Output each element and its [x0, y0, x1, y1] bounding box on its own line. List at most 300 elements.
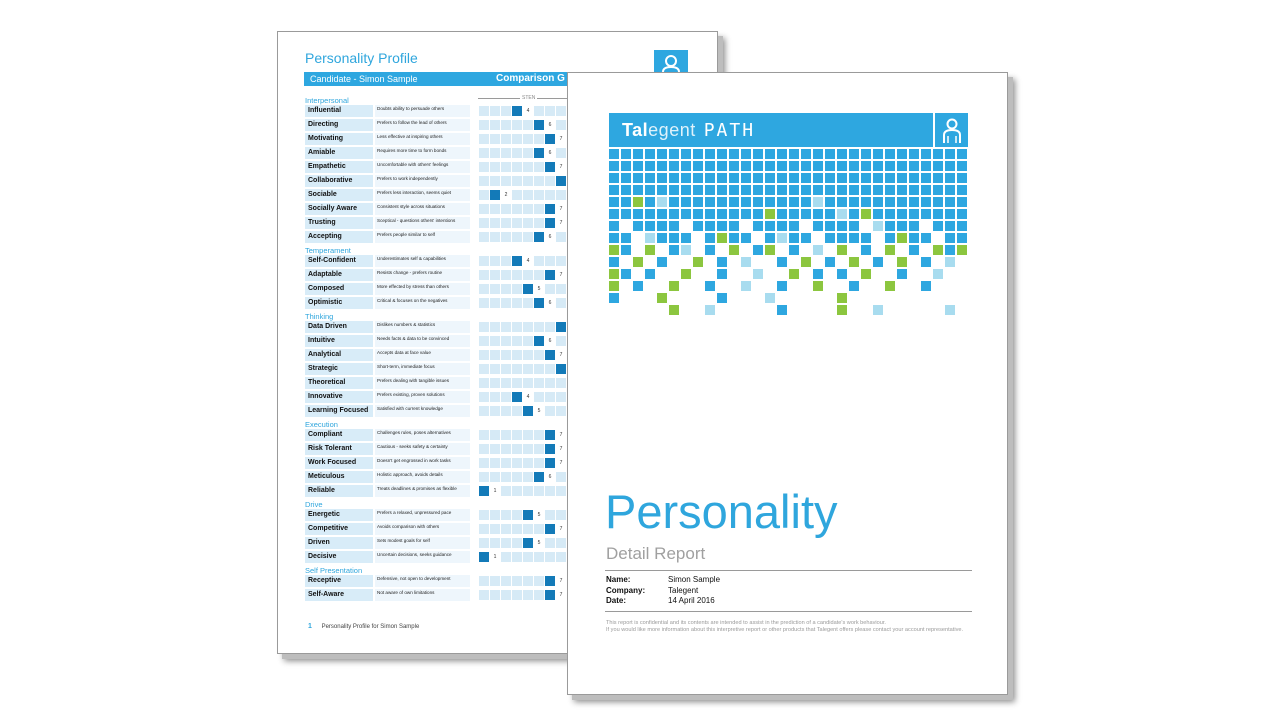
mosaic-tile [753, 197, 763, 207]
mosaic-tile [717, 209, 727, 219]
mosaic-tile [837, 221, 847, 231]
sten-cell [501, 162, 511, 172]
sten-cell [479, 190, 489, 200]
trait-name: Energetic [305, 509, 373, 521]
sten-cell [490, 350, 500, 360]
trait-description: Holistic approach, avoids details [375, 471, 470, 483]
mosaic-tile [657, 233, 667, 243]
sten-cell [523, 364, 533, 374]
mosaic-tile [621, 173, 631, 183]
mosaic-tile [789, 233, 799, 243]
mosaic-tile [645, 173, 655, 183]
sten-cell [501, 510, 511, 520]
mosaic-tile [921, 149, 931, 159]
mosaic-tile [717, 269, 727, 279]
sten-label: STEN [522, 95, 536, 101]
mosaic-tile [621, 209, 631, 219]
mosaic-tile [645, 245, 655, 255]
sten-cell [490, 576, 500, 586]
sten-cell [512, 284, 522, 294]
mosaic-tile [765, 293, 775, 303]
sten-score-marker [512, 392, 522, 402]
mosaic-tile [609, 149, 619, 159]
mosaic-tile [825, 161, 835, 171]
sten-score-marker [534, 336, 544, 346]
sten-score-marker [523, 538, 533, 548]
mosaic-tile [945, 305, 955, 315]
mosaic-tile [717, 293, 727, 303]
mosaic-tile [957, 197, 967, 207]
sten-cell [490, 148, 500, 158]
trait-name: Compliant [305, 429, 373, 441]
sten-cell [512, 204, 522, 214]
mosaic-tile [789, 173, 799, 183]
sten-cell [545, 176, 555, 186]
mosaic-tile [741, 185, 751, 195]
sten-cell [479, 406, 489, 416]
mosaic-tile [813, 173, 823, 183]
sten-cell [490, 162, 500, 172]
mosaic-tile [957, 209, 967, 219]
sten-score-marker [545, 430, 555, 440]
mosaic-tile [741, 161, 751, 171]
section-title: Interpersonal [305, 96, 349, 105]
mosaic-tile [897, 197, 907, 207]
sten-cell [534, 392, 544, 402]
sten-score-marker [545, 444, 555, 454]
mosaic-tile [753, 149, 763, 159]
sten-cell [501, 336, 511, 346]
mosaic-tile [849, 161, 859, 171]
sten-cell [479, 472, 489, 482]
mosaic-tile [861, 197, 871, 207]
mosaic-tile [693, 257, 703, 267]
sten-cell [523, 148, 533, 158]
mosaic-tile [717, 233, 727, 243]
sten-cell [479, 444, 489, 454]
sten-cell [490, 406, 500, 416]
sten-cell [512, 552, 522, 562]
mosaic-tile [933, 149, 943, 159]
mosaic-tile [861, 233, 871, 243]
sten-cell [501, 148, 511, 158]
mosaic-tile [945, 185, 955, 195]
mosaic-tile [693, 149, 703, 159]
mosaic-tile [849, 233, 859, 243]
mosaic-tile [945, 209, 955, 219]
trait-description: Consistent style across situations [375, 203, 470, 215]
disclaimer [606, 620, 976, 634]
mosaic-tile [633, 281, 643, 291]
sten-cell [556, 256, 566, 266]
mosaic-tile [921, 185, 931, 195]
mosaic-tile [813, 245, 823, 255]
trait-description: Underestimates self & capabilities [375, 255, 470, 267]
mosaic-tile [909, 245, 919, 255]
mosaic-tile [777, 233, 787, 243]
sten-cell [523, 350, 533, 360]
sten-cell [523, 378, 533, 388]
sten-cell [534, 134, 544, 144]
mosaic-tile [657, 149, 667, 159]
mosaic-tile [609, 197, 619, 207]
sten-cell [545, 256, 555, 266]
sten-cell [534, 256, 544, 266]
mosaic-tile [861, 173, 871, 183]
trait-description: Prefers a relaxed, unpressured pace [375, 509, 470, 521]
sten-cell [523, 472, 533, 482]
mosaic-tile [753, 173, 763, 183]
sten-cell [523, 552, 533, 562]
mosaic-tile [777, 185, 787, 195]
mosaic-tile [849, 185, 859, 195]
section-title: Drive [305, 500, 323, 509]
mosaic-tile [933, 269, 943, 279]
sten-cell [545, 538, 555, 548]
mosaic-tile [837, 161, 847, 171]
sten-cell [512, 576, 522, 586]
mosaic-tile [633, 197, 643, 207]
mosaic-tile [621, 149, 631, 159]
mosaic-tile [873, 209, 883, 219]
mosaic-tile [945, 233, 955, 243]
mosaic-tile [609, 221, 619, 231]
trait-description: Prefers less interaction, seems quiet [375, 189, 470, 201]
trait-name: Accepting [305, 231, 373, 243]
tile-mosaic [609, 149, 969, 319]
mosaic-tile [921, 197, 931, 207]
mosaic-tile [957, 185, 967, 195]
meta-value: Talegent [668, 586, 699, 595]
mosaic-tile [897, 185, 907, 195]
sten-cell [556, 510, 566, 520]
mosaic-tile [681, 209, 691, 219]
sten-cell [490, 510, 500, 520]
sten-cell [556, 336, 566, 346]
trait-name: Directing [305, 119, 373, 131]
mosaic-tile [873, 161, 883, 171]
mosaic-tile [741, 281, 751, 291]
mosaic-tile [729, 149, 739, 159]
sten-cell [534, 552, 544, 562]
sten-score-label: 6 [545, 472, 555, 482]
sten-cell [490, 378, 500, 388]
mosaic-tile [609, 173, 619, 183]
footer-text: Personality Profile for Simon Sample [321, 624, 420, 630]
mosaic-tile [837, 269, 847, 279]
mosaic-tile [789, 221, 799, 231]
sten-score-marker [556, 176, 566, 186]
trait-description: Prefers existing, proven solutions [375, 391, 470, 403]
mosaic-tile [669, 161, 679, 171]
mosaic-tile [909, 197, 919, 207]
mosaic-tile [873, 149, 883, 159]
sten-score-marker [512, 106, 522, 116]
mosaic-tile [777, 221, 787, 231]
mosaic-tile [837, 173, 847, 183]
mosaic-tile [765, 221, 775, 231]
sten-cell [512, 162, 522, 172]
mosaic-tile [741, 149, 751, 159]
divider-bottom [605, 611, 972, 612]
trait-name: Meticulous [305, 471, 373, 483]
mosaic-tile [837, 149, 847, 159]
sten-score-marker [534, 148, 544, 158]
mosaic-tile [645, 209, 655, 219]
sten-cell [556, 486, 566, 496]
mosaic-tile [681, 185, 691, 195]
sten-cell [479, 298, 489, 308]
mosaic-tile [837, 245, 847, 255]
page-number: 1 [308, 623, 312, 630]
mosaic-tile [609, 293, 619, 303]
trait-description: Sets modest goals for self [375, 537, 470, 549]
mosaic-tile [801, 197, 811, 207]
profile-footer [308, 623, 419, 630]
mosaic-tile [957, 173, 967, 183]
sten-cell [479, 458, 489, 468]
mosaic-tile [657, 185, 667, 195]
sten-cell [523, 232, 533, 242]
sten-cell [479, 510, 489, 520]
sten-cell [501, 552, 511, 562]
mosaic-tile [825, 233, 835, 243]
mosaic-tile [765, 209, 775, 219]
sten-cell [501, 350, 511, 360]
mosaic-tile [825, 149, 835, 159]
sten-cell [490, 392, 500, 402]
sten-score-marker [545, 524, 555, 534]
sten-cell [556, 120, 566, 130]
mosaic-tile [801, 209, 811, 219]
sten-score-label: 7 [556, 162, 566, 172]
trait-name: Driven [305, 537, 373, 549]
sten-cell [479, 270, 489, 280]
mosaic-tile [897, 173, 907, 183]
sten-score-label: 4 [523, 106, 533, 116]
sten-score-marker [545, 576, 555, 586]
mosaic-tile [645, 149, 655, 159]
sten-cell [556, 472, 566, 482]
trait-name: Adaptable [305, 269, 373, 281]
mosaic-tile [681, 269, 691, 279]
mosaic-tile [681, 233, 691, 243]
sten-score-label: 5 [534, 510, 544, 520]
mosaic-tile [945, 221, 955, 231]
mosaic-tile [825, 257, 835, 267]
sten-cell [479, 232, 489, 242]
sten-cell [534, 106, 544, 116]
trait-name: Empathetic [305, 161, 373, 173]
sten-cell [512, 524, 522, 534]
mosaic-tile [765, 245, 775, 255]
trait-description: Short-term, immediate focus [375, 363, 470, 375]
mosaic-tile [825, 185, 835, 195]
section-title: Thinking [305, 312, 334, 321]
mosaic-tile [669, 185, 679, 195]
trait-description: Challenges rules, poses alternatives [375, 429, 470, 441]
sten-cell [534, 190, 544, 200]
mosaic-tile [933, 209, 943, 219]
mosaic-tile [837, 185, 847, 195]
mosaic-tile [681, 197, 691, 207]
mosaic-tile [813, 269, 823, 279]
mosaic-tile [897, 149, 907, 159]
sten-score-marker [534, 120, 544, 130]
sten-score-marker [556, 364, 566, 374]
mosaic-tile [645, 197, 655, 207]
mosaic-tile [945, 173, 955, 183]
sten-cell [512, 148, 522, 158]
mosaic-tile [885, 245, 895, 255]
sten-score-label: 2 [501, 190, 511, 200]
sten-score-label: 1 [490, 486, 500, 496]
disclaimer-line: If you would like more information about this interpretive report or other products that Talegent offers please contact your account representative. [606, 627, 964, 633]
sten-cell [523, 298, 533, 308]
mosaic-tile [813, 281, 823, 291]
mosaic-tile [621, 185, 631, 195]
mosaic-tile [933, 173, 943, 183]
trait-name: Work Focused [305, 457, 373, 469]
mosaic-tile [801, 185, 811, 195]
sten-score-marker [534, 232, 544, 242]
mosaic-tile [837, 197, 847, 207]
sten-cell [534, 378, 544, 388]
sten-cell [545, 364, 555, 374]
sten-cell [534, 486, 544, 496]
sten-cell [490, 218, 500, 228]
sten-cell [479, 218, 489, 228]
sten-cell [479, 176, 489, 186]
sten-cell [545, 406, 555, 416]
mosaic-tile [777, 149, 787, 159]
sten-cell [490, 524, 500, 534]
sten-cell [479, 350, 489, 360]
trait-name: Socially Aware [305, 203, 373, 215]
sten-cell [512, 232, 522, 242]
mosaic-tile [729, 161, 739, 171]
sten-score-label: 1 [490, 552, 500, 562]
sten-cell [523, 322, 533, 332]
trait-name: Amiable [305, 147, 373, 159]
sten-cell [512, 336, 522, 346]
trait-description: Treats deadlines & promises as flexible [375, 485, 470, 497]
mosaic-tile [669, 281, 679, 291]
mosaic-tile [873, 221, 883, 231]
sten-cell [490, 538, 500, 548]
sten-cell [512, 190, 522, 200]
mosaic-tile [789, 161, 799, 171]
sten-cell [479, 392, 489, 402]
sten-cell [479, 538, 489, 548]
sten-score-label: 6 [545, 148, 555, 158]
sten-cell [501, 270, 511, 280]
mosaic-tile [897, 257, 907, 267]
sten-cell [501, 364, 511, 374]
mosaic-tile [657, 161, 667, 171]
sten-cell [490, 458, 500, 468]
mosaic-tile [765, 173, 775, 183]
mosaic-tile [957, 233, 967, 243]
sten-cell [501, 322, 511, 332]
sten-cell [501, 430, 511, 440]
person-icon [939, 116, 965, 144]
mosaic-tile [741, 197, 751, 207]
sten-cell [523, 190, 533, 200]
mosaic-tile [921, 161, 931, 171]
trait-description: Cautious - seeks safety & certainty [375, 443, 470, 455]
sten-cell [523, 576, 533, 586]
mosaic-tile [789, 245, 799, 255]
mosaic-tile [753, 185, 763, 195]
mosaic-tile [621, 233, 631, 243]
meta-value: 14 April 2016 [668, 596, 715, 605]
sten-cell [512, 322, 522, 332]
mosaic-tile [693, 197, 703, 207]
mosaic-tile [741, 173, 751, 183]
trait-description: Resists change - prefers routine [375, 269, 470, 281]
mosaic-tile [693, 221, 703, 231]
sten-cell [501, 576, 511, 586]
report-cover-page [567, 72, 1008, 695]
section-title: Self Presentation [305, 566, 363, 575]
sten-cell [523, 176, 533, 186]
mosaic-tile [705, 173, 715, 183]
comparison-label: Comparison G [496, 73, 565, 84]
sten-score-marker [545, 218, 555, 228]
mosaic-tile [729, 209, 739, 219]
mosaic-tile [657, 221, 667, 231]
mosaic-tile [885, 149, 895, 159]
mosaic-tile [921, 233, 931, 243]
brand-light: egent [648, 120, 696, 140]
mosaic-tile [669, 305, 679, 315]
sten-cell [501, 392, 511, 402]
mosaic-tile [681, 149, 691, 159]
mosaic-tile [729, 173, 739, 183]
mosaic-tile [609, 281, 619, 291]
sten-cell [512, 120, 522, 130]
sten-cell [501, 538, 511, 548]
sten-cell [523, 458, 533, 468]
trait-description: Avoids comparison with others [375, 523, 470, 535]
sten-cell [501, 298, 511, 308]
mosaic-tile [897, 221, 907, 231]
trait-name: Theoretical [305, 377, 373, 389]
mosaic-tile [729, 221, 739, 231]
brand-path: PATH [703, 120, 756, 141]
mosaic-tile [729, 185, 739, 195]
sten-cell [479, 364, 489, 374]
sten-cell [512, 472, 522, 482]
mosaic-tile [777, 173, 787, 183]
sten-cell [534, 458, 544, 468]
sten-cell [523, 270, 533, 280]
sten-score-marker [490, 190, 500, 200]
mosaic-tile [657, 209, 667, 219]
sten-cell [534, 218, 544, 228]
sten-cell [479, 576, 489, 586]
trait-description: Accepts data at face value [375, 349, 470, 361]
sten-score-marker [534, 472, 544, 482]
mosaic-tile [885, 209, 895, 219]
disclaimer-line: This report is confidential and its contents are intended to assist in the prediction of a candidate's work behaviour. [606, 620, 886, 626]
sten-score-marker [479, 552, 489, 562]
mosaic-tile [621, 269, 631, 279]
sten-cell [545, 284, 555, 294]
mosaic-tile [837, 305, 847, 315]
sten-cell [490, 134, 500, 144]
